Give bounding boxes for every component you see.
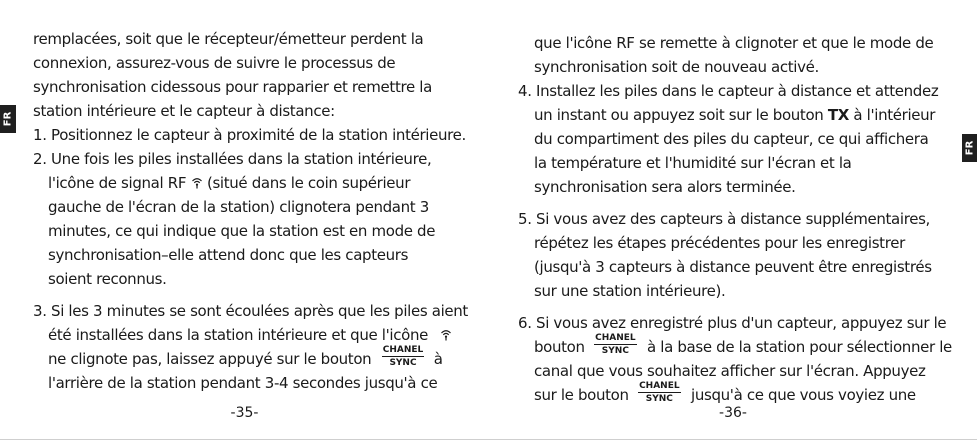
step-2-line-4: minutes, ce qui indique que la station est en mode de: [48, 222, 436, 240]
chanel-label: CHANEL: [595, 333, 636, 343]
rf-signal-icon: [191, 177, 203, 189]
step-6-text-a: bouton: [534, 338, 585, 356]
step-4-line-4: la température et l'humidité sur l'écran et la: [534, 154, 852, 172]
right-page: [489, 0, 977, 442]
intro-line-1: remplacées, soit que le récepteur/émetteur perdent la: [33, 30, 424, 48]
chanel-sync-button-symbol: [382, 345, 425, 368]
step-2-line-5: synchronisation–elle attend donc que les capteurs: [48, 246, 409, 264]
intro-line-4: station intérieure et le capteur à distance:: [33, 102, 335, 120]
step-3-line-2: [33, 323, 463, 347]
step-3-line-1: 3. Si les 3 minutes se sont écoulées après que les piles aient: [33, 302, 468, 320]
step-6-line-2: [518, 333, 952, 359]
step-3-line-4: l'arrière de la station pendant 3-4 secondes jusqu'à ce: [48, 374, 438, 392]
step-6-line-3: canal que vous souhaitez afficher sur l'écran. Appuyez: [534, 362, 926, 380]
left-text-column: [33, 27, 468, 395]
step-5-line-1: 5. Si vous avez des capteurs à distance supplémentaires,: [518, 210, 930, 228]
step-2-line-1: 2. Une fois les piles installées dans la station intérieure,: [33, 150, 432, 168]
step-5-line-3: (jusqu'à 3 capteurs à distance peuvent être enregistrés: [534, 258, 932, 276]
chanel-sync-button-symbol: [594, 333, 637, 356]
sync-label: SYNC: [389, 358, 417, 368]
step-4-line-3: du compartiment des piles du capteur, ce qui affichera: [534, 130, 929, 148]
step-3-text: été installées dans la station intérieure et que l'icône: [48, 326, 428, 344]
bottom-divider: [0, 439, 977, 440]
chanel-label: CHANEL: [382, 345, 424, 355]
step-2-line-6: soient reconnus.: [48, 270, 167, 288]
step-6-text-c: sur le bouton: [534, 386, 629, 404]
step-5-line-2: répétez les étapes précédentes pour les enregistrer: [534, 234, 905, 252]
step-6-text-d: jusqu'à ce que vous voyiez une: [691, 386, 916, 404]
continuation-line-1: que l'icône RF se remette à clignoter et que le mode de: [534, 34, 934, 52]
step-2-text-a: l'icône de signal RF: [48, 174, 187, 192]
right-text-column: [518, 31, 952, 407]
step-2-line-3: gauche de l'écran de la station) clignotera pendant 3: [48, 198, 429, 216]
rf-signal-icon: [440, 329, 452, 341]
step-4-line-1: 4. Installez les piles dans le capteur à distance et attendez: [518, 82, 939, 100]
step-4-line-5: synchronisation sera alors terminée.: [534, 178, 796, 196]
step-6-line-1: 6. Si vous avez enregistré plus d'un capteur, appuyez sur le: [518, 314, 947, 332]
chanel-sync-button-symbol: [638, 381, 681, 404]
step-5-line-4: sur une station intérieure).: [534, 282, 726, 300]
step-4-text-a: un instant ou appuyez soit sur le bouton: [534, 106, 824, 124]
tx-button-label: TX: [827, 106, 849, 124]
step-3-text-a: ne clignote pas, laissez appuyé sur le bouton: [48, 350, 372, 368]
page-number-right: -36-: [719, 405, 747, 421]
language-tab-label: FR: [964, 140, 975, 156]
continuation-line-2: synchronisation soit de nouveau activé.: [534, 58, 819, 76]
language-tab-label: FR: [2, 111, 13, 127]
step-4-text-c: à l'intérieur: [853, 106, 936, 124]
language-tab-left: [0, 105, 16, 133]
step-2-line-2: [33, 171, 463, 195]
intro-line-2: connexion, assurez-vous de suivre le processus de: [33, 54, 396, 72]
step-3-text-b: à: [433, 350, 443, 368]
sync-label: SYNC: [645, 394, 673, 404]
sync-label: SYNC: [601, 346, 629, 356]
step-2-text-b: (situé dans le coin supérieur: [206, 174, 411, 192]
intro-line-3: synchronisation cidessous pour rapparier et remettre la: [33, 78, 432, 96]
step-3-line-3: [33, 347, 463, 371]
page-number-left: -35-: [230, 405, 259, 421]
step-6-text-b: à la base de la station pour sélectionner le: [647, 338, 952, 356]
language-tab-right: [962, 134, 977, 162]
step-4-line-2: [518, 103, 948, 127]
step-1: 1. Positionnez le capteur à proximité de la station intérieure.: [33, 126, 466, 144]
chanel-label: CHANEL: [639, 381, 680, 391]
